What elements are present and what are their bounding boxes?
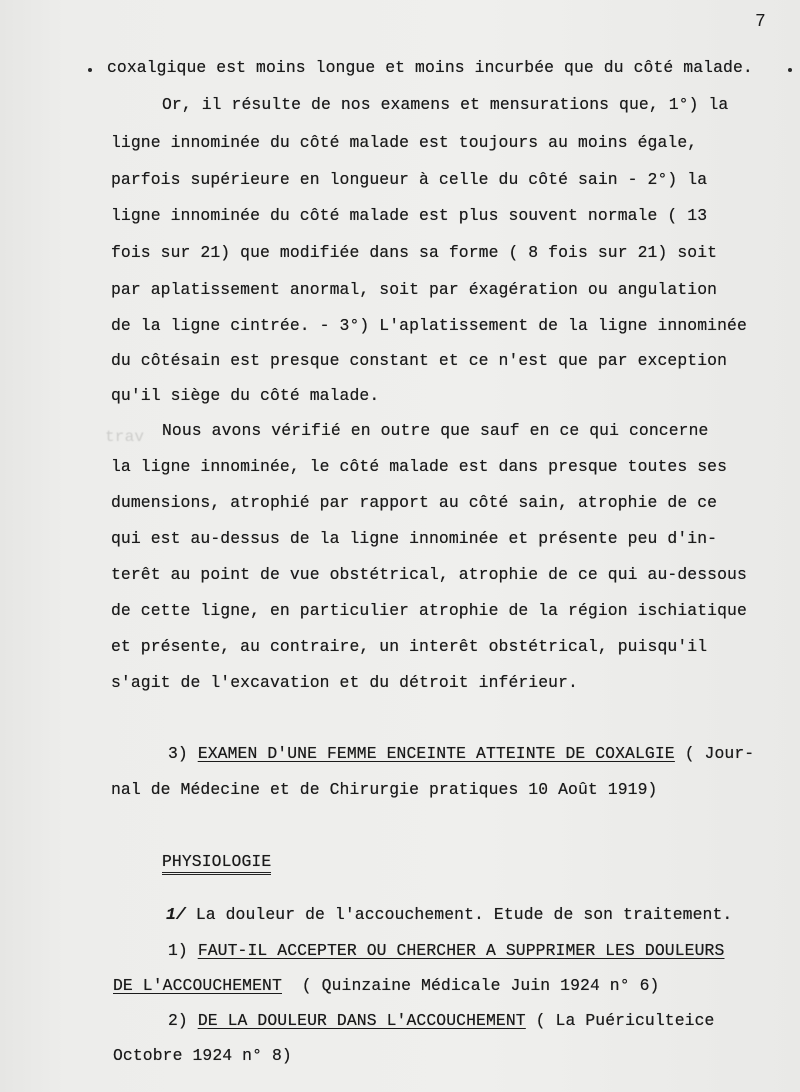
item-1-title: FAUT-IL ACCEPTER OU CHERCHER A SUPPRIMER LES DOULEURS <box>197 941 725 960</box>
physiologie-heading-text: PHYSIOLOGIE <box>162 852 271 875</box>
body-line: fois sur 21) que modifiée dans sa forme ( 8 fois sur 21) soit <box>111 243 718 262</box>
body-line: la ligne innominée, le côté malade est dans presque toutes ses <box>111 457 728 476</box>
page-number: 7 <box>755 12 766 32</box>
body-line: s'agit de l'excavation et du détroit inférieur. <box>111 673 578 692</box>
item-2-title: DE LA DOULEUR DANS L'ACCOUCHEMENT <box>197 1011 526 1030</box>
item-2-source: ( La Puériculteice <box>535 1011 715 1030</box>
section-number: 3) <box>168 744 188 763</box>
body-line: de cette ligne, en particulier atrophie de la région ischiatique <box>111 601 747 620</box>
body-line: de la ligne cintrée. - 3°) L'aplatissement de la ligne innominée <box>111 316 747 335</box>
physiologie-heading <box>162 852 271 875</box>
body-line: dumensions, atrophié par rapport au côté sain, atrophie de ce <box>111 493 718 512</box>
item-2-title-line <box>168 1011 715 1030</box>
body-line: coxalgique est moins longue et moins incurbée que du côté malade. <box>107 58 753 77</box>
item-1-second-line <box>113 976 660 995</box>
body-line: et présente, au contraire, un interêt obstétrical, puisqu'il <box>111 637 708 656</box>
physiologie-subheading-text: La douleur de l'accouchement. Etude de son traitement. <box>195 905 733 924</box>
section-3-line <box>168 744 754 763</box>
body-line: qu'il siège du côté malade. <box>111 386 380 405</box>
item-1-source: ( Quinzaine Médicale Juin 1924 n° 6) <box>301 976 660 995</box>
bleed-through-text: trav <box>105 428 145 446</box>
item-1-title-line <box>168 941 724 960</box>
item-2-source-continued: Octobre 1924 n° 8) <box>113 1046 292 1065</box>
body-line: parfois supérieure en longueur à celle du côté sain - 2°) la <box>111 170 708 189</box>
item-1-number: 1) <box>168 941 188 960</box>
section-title: EXAMEN D'UNE FEMME ENCEINTE ATTEINTE DE COXALGIE <box>197 744 675 763</box>
body-line: ligne innominée du côté malade est toujours au moins égale, <box>111 133 698 152</box>
item-1-title-continued: DE L'ACCOUCHEMENT <box>113 976 282 995</box>
physiologie-subheading <box>166 905 732 924</box>
handwritten-marker: 1/ <box>166 905 186 924</box>
margin-mark <box>788 68 792 72</box>
body-line: du côtésain est presque constant et ce n'est que par exception <box>111 351 728 370</box>
section-citation-start: ( Jour- <box>684 744 755 763</box>
section-3-citation: nal de Médecine et de Chirurgie pratiques 10 Août 1919) <box>111 780 658 799</box>
body-line: Nous avons vérifié en outre que sauf en ce qui concerne <box>162 421 709 440</box>
margin-mark <box>88 68 92 72</box>
body-line: qui est au-dessus de la ligne innominée et présente peu d'in- <box>111 529 718 548</box>
item-2-number: 2) <box>168 1011 188 1030</box>
body-line: terêt au point de vue obstétrical, atrophie de ce qui au-dessous <box>111 565 747 584</box>
body-line: ligne innominée du côté malade est plus souvent normale ( 13 <box>111 206 708 225</box>
body-line: par aplatissement anormal, soit par éxagération ou angulation <box>111 280 718 299</box>
body-line: Or, il résulte de nos examens et mensurations que, 1°) la <box>162 95 729 114</box>
